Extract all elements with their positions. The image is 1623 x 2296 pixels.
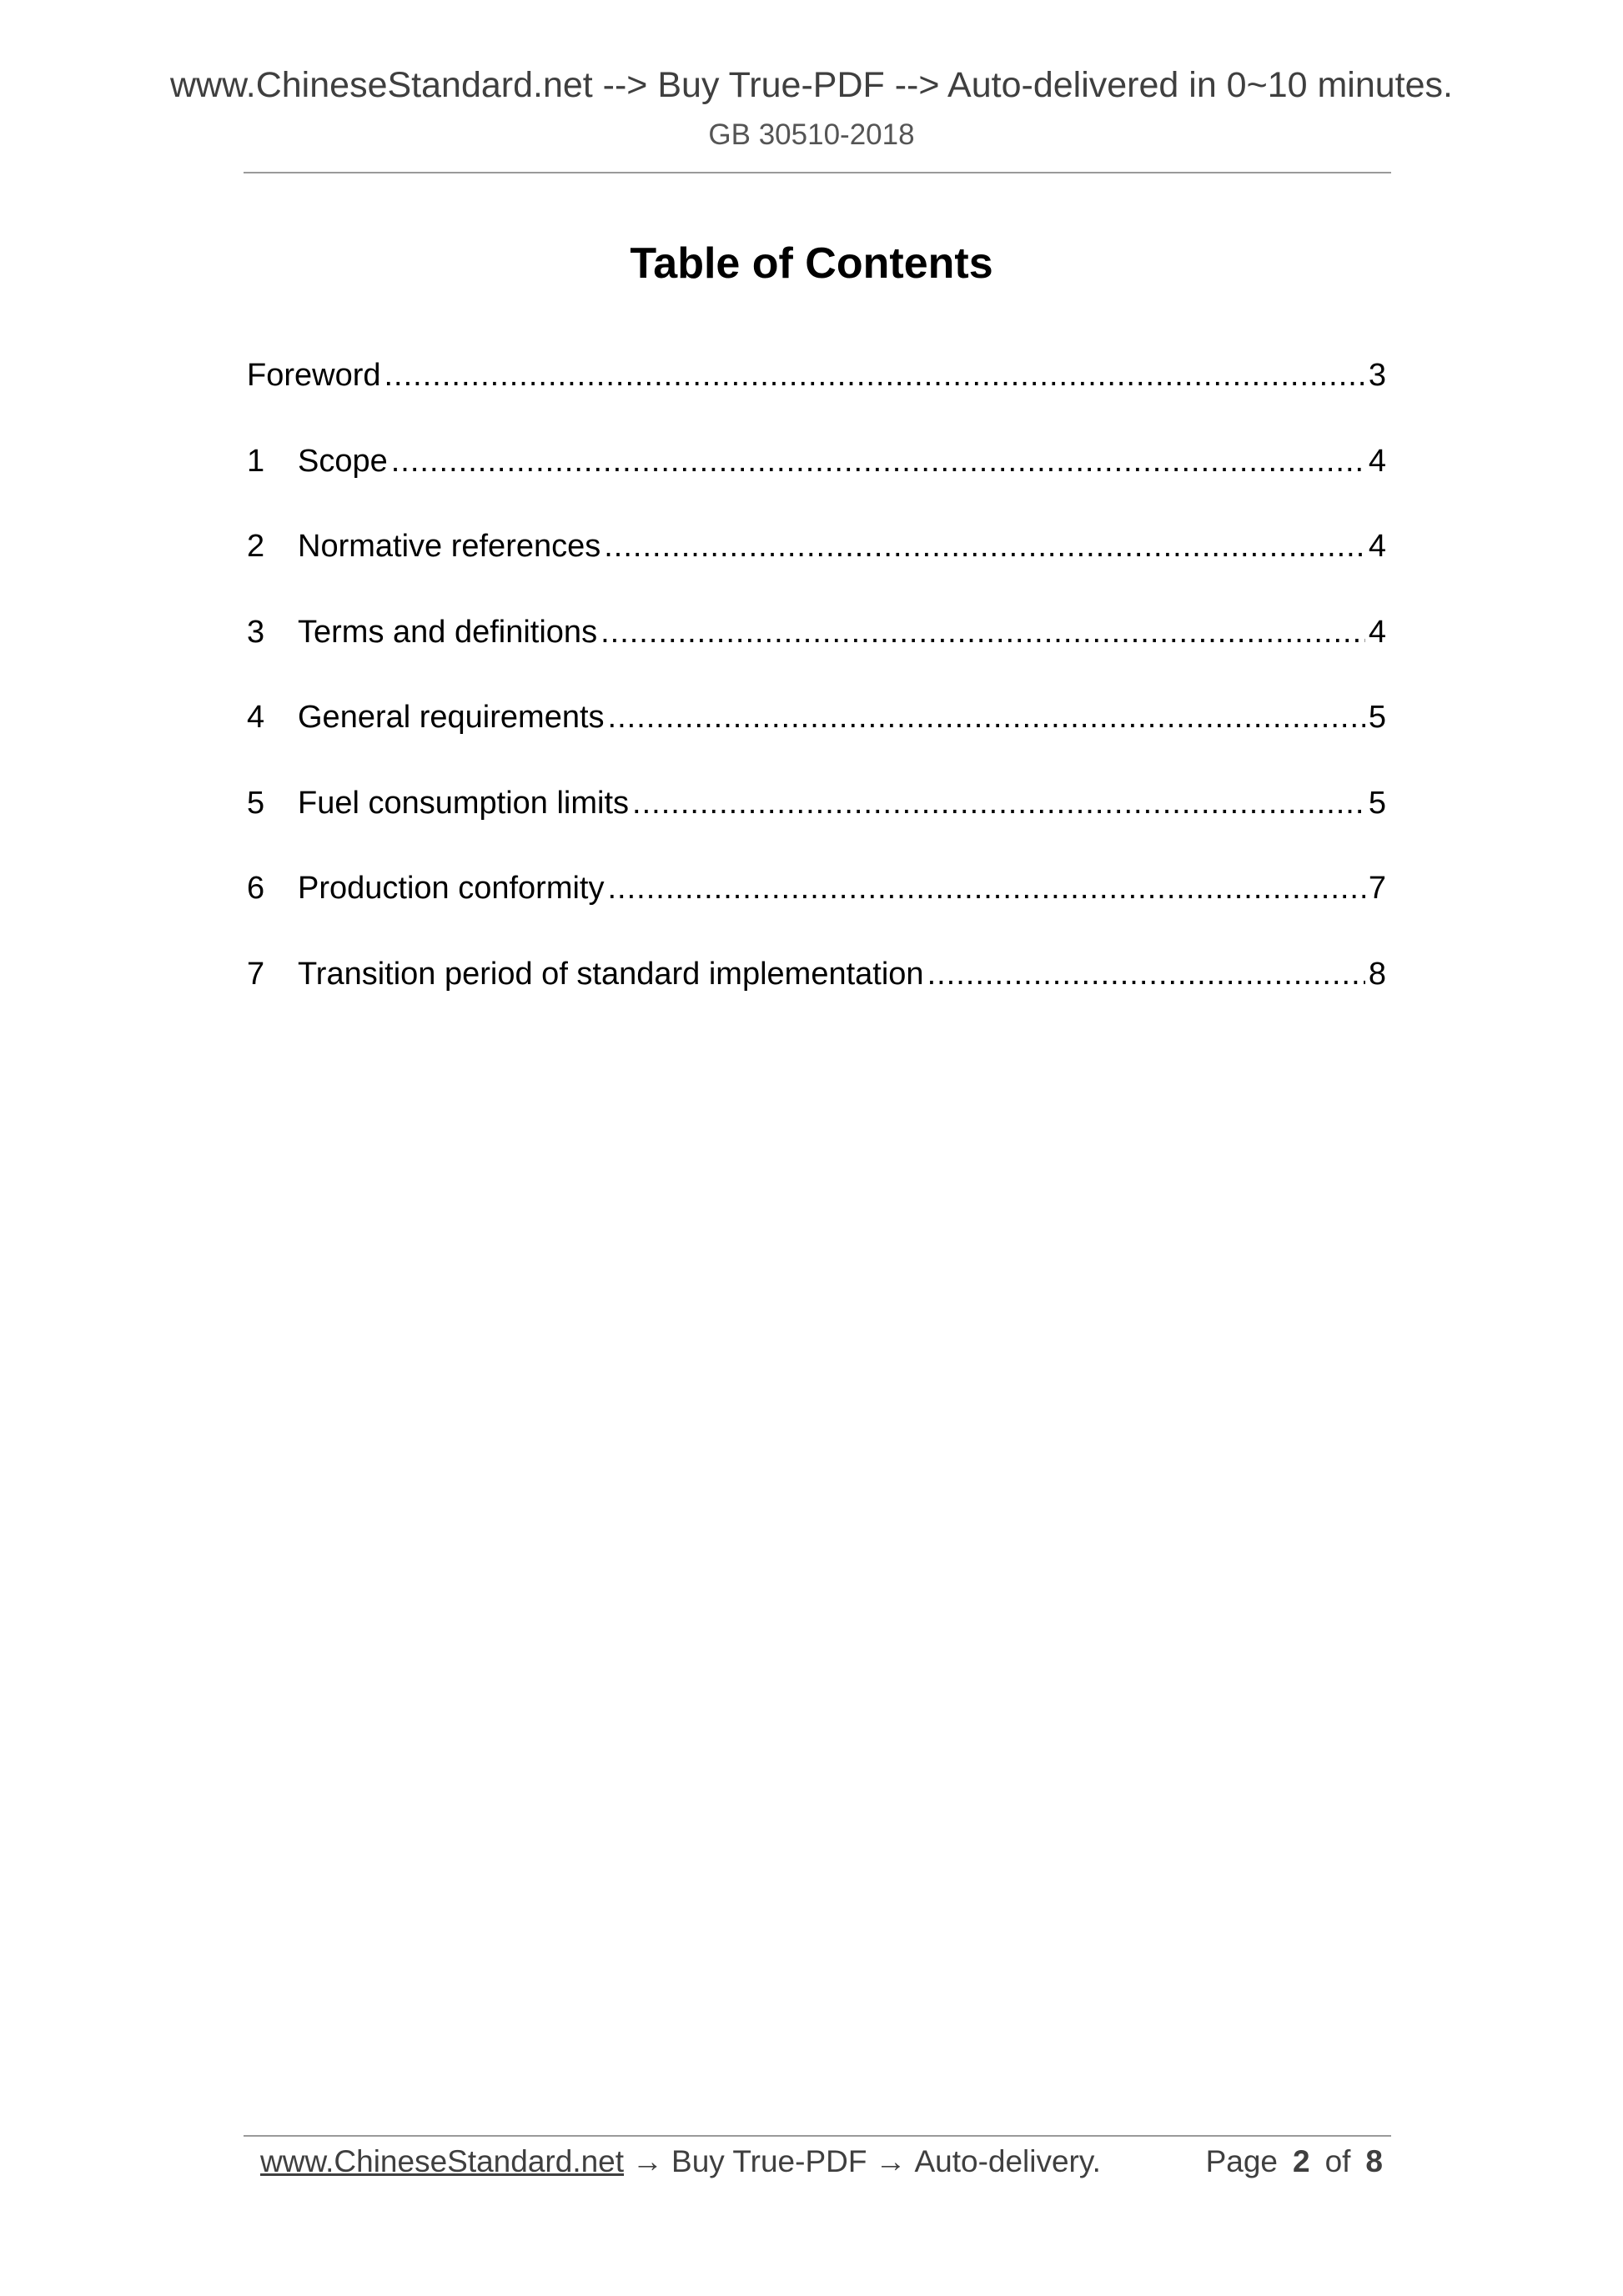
- toc-dot-leader: [600, 605, 1365, 659]
- footer-buy-text: Buy True-PDF: [671, 2144, 867, 2178]
- toc-entry-number: 7: [247, 956, 265, 992]
- toc-entry-terms-and-definitions[interactable]: [247, 605, 1386, 691]
- toc-entry-page: 4: [1368, 614, 1386, 650]
- toc-dot-leader: [608, 862, 1365, 915]
- toc-dot-leader: [604, 520, 1365, 573]
- toc-entry-page: 4: [1368, 443, 1386, 479]
- toc-dot-leader: [632, 776, 1365, 830]
- toc-dot-leader: [608, 691, 1365, 744]
- toc-entry-number: 1: [247, 443, 265, 479]
- total-pages-number: 8: [1365, 2144, 1383, 2178]
- toc-dot-leader: [391, 435, 1365, 488]
- arrow-right-icon: →: [632, 2144, 664, 2178]
- toc-entry-page: 7: [1368, 871, 1386, 906]
- toc-entry-fuel-consumption-limits[interactable]: [247, 776, 1386, 862]
- toc-entry-number: 2: [247, 529, 265, 564]
- current-page-number: 2: [1292, 2144, 1310, 2178]
- toc-entry-number: 4: [247, 700, 265, 735]
- toc-dot-leader: [927, 947, 1365, 1001]
- footer-site-link[interactable]: www.ChineseStandard.net: [260, 2144, 625, 2178]
- toc-entry-page: 8: [1368, 956, 1386, 992]
- header-standard-code: GB 30510-2018: [708, 118, 915, 151]
- toc-entry-page: 3: [1368, 358, 1386, 393]
- page-footer: [260, 2137, 1383, 2187]
- toc-entry-scope[interactable]: [247, 435, 1386, 520]
- arrow-right-icon: →: [875, 2144, 907, 2178]
- of-word: of: [1324, 2144, 1351, 2178]
- table-of-contents: [247, 349, 1386, 1032]
- toc-dot-leader: [384, 349, 1365, 402]
- toc-entry-page: 4: [1368, 529, 1386, 564]
- toc-entry-production-conformity[interactable]: [247, 862, 1386, 947]
- toc-entry-normative-references[interactable]: [247, 520, 1386, 605]
- footer-promo: [260, 2137, 1101, 2187]
- toc-entry-label[interactable]: Normative references: [298, 529, 601, 564]
- toc-entry-page: 5: [1368, 700, 1386, 735]
- toc-entry-number: 6: [247, 871, 265, 906]
- toc-entry-number: 3: [247, 614, 265, 650]
- toc-entry-label[interactable]: Transition period of standard implementation: [298, 956, 924, 992]
- toc-entry-foreword[interactable]: [247, 349, 1386, 435]
- page-number-indicator: [1206, 2137, 1383, 2187]
- toc-entry-label[interactable]: Scope: [298, 443, 388, 479]
- toc-entry-general-requirements[interactable]: [247, 691, 1386, 776]
- header-promo-line: www.ChineseStandard.net --> Buy True-PDF --> Auto-delivered in 0~10 minutes.: [169, 65, 1453, 105]
- footer-delivery-text: Auto-delivery.: [914, 2144, 1101, 2178]
- header-divider: [244, 172, 1391, 173]
- toc-entry-transition-period[interactable]: [247, 947, 1386, 1033]
- toc-entry-label[interactable]: Terms and definitions: [298, 614, 598, 650]
- toc-entry-label[interactable]: Foreword: [247, 358, 381, 393]
- toc-entry-number: 5: [247, 785, 265, 821]
- toc-entry-label[interactable]: Fuel consumption limits: [298, 785, 630, 821]
- toc-entry-page: 5: [1368, 785, 1386, 821]
- page-word: Page: [1205, 2144, 1278, 2178]
- toc-entry-label[interactable]: General requirements: [298, 700, 605, 735]
- toc-entry-label[interactable]: Production conformity: [298, 871, 605, 906]
- toc-title: Table of Contents: [630, 239, 993, 288]
